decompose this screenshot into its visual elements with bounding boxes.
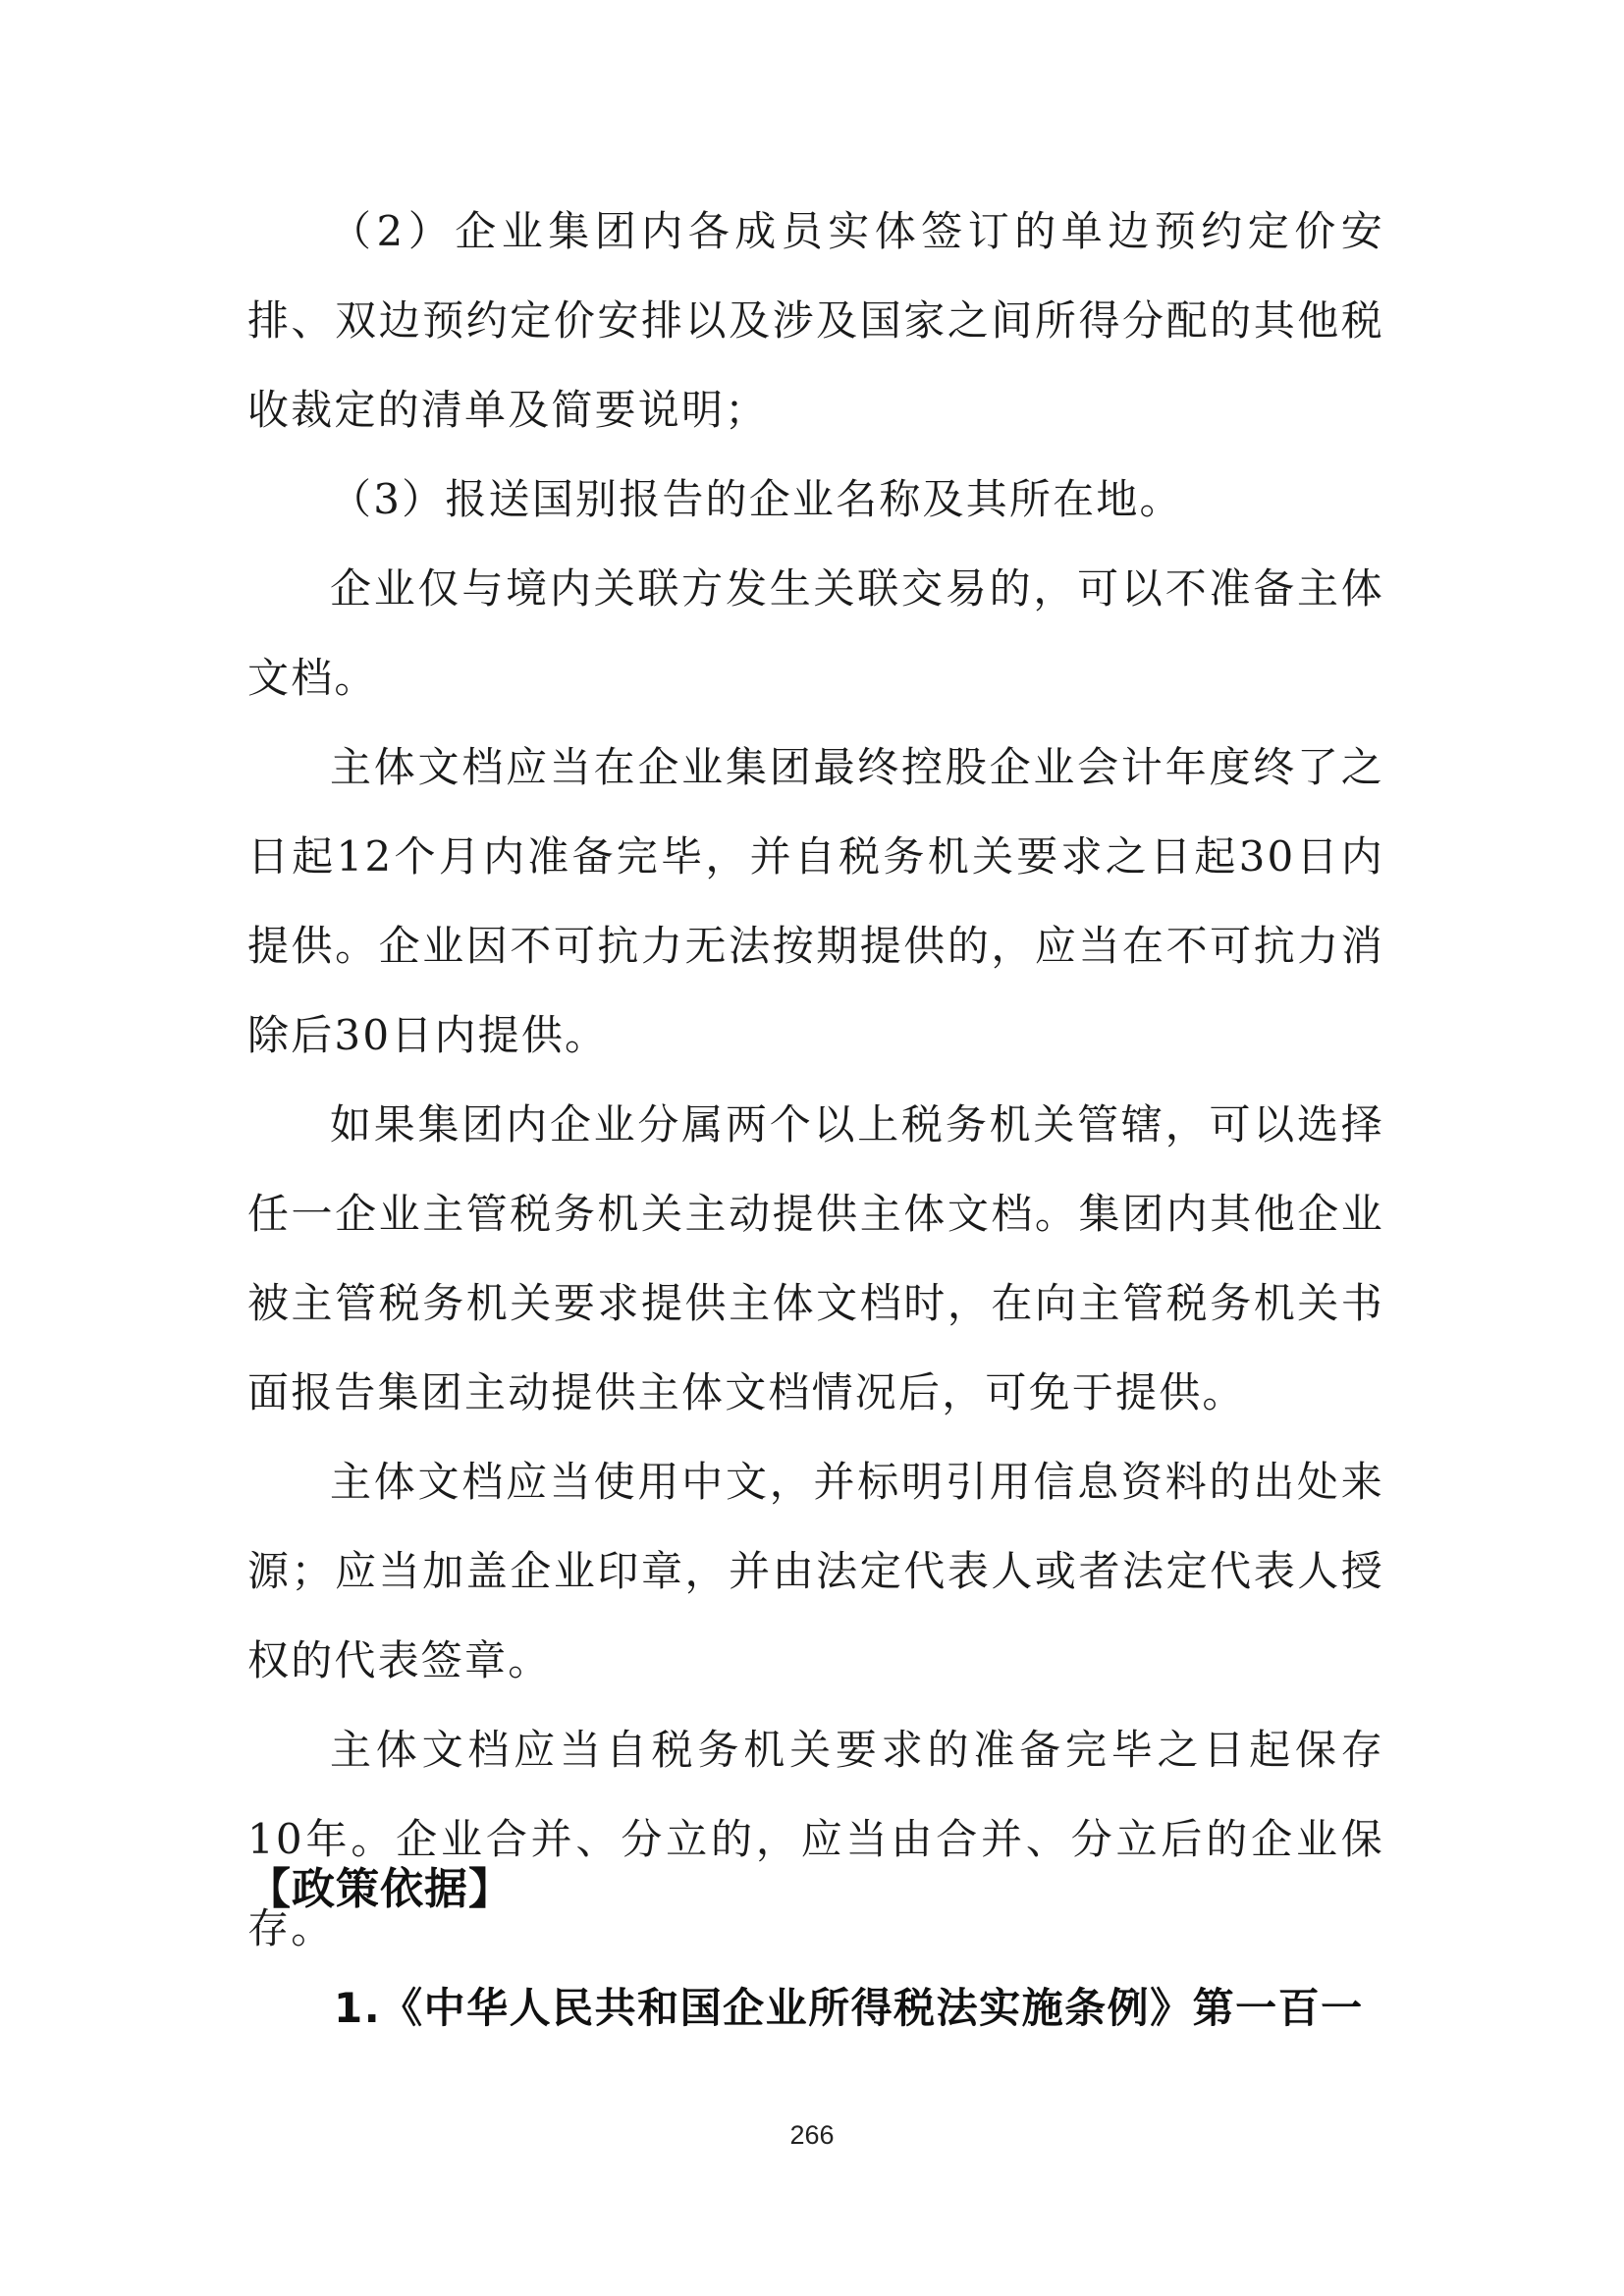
page-number: 266: [789, 2120, 835, 2150]
paragraph-domestic-exemption: 企业仅与境内关联方发生关联交易的，可以不准备主体文档。: [247, 564, 1384, 702]
paragraph-language-and-seal: 主体文档应当使用中文，并标明引用信息资料的出处来源；应当加盖企业印章，并由法定代表人或者法定代表人授权的代表签章。: [247, 1458, 1384, 1684]
body-text: [247, 187, 1384, 1973]
paragraph-3-country-report-entity: （3）报送国别报告的企业名称及其所在地。: [330, 475, 1183, 523]
reference-list-item: 1.《中华人民共和国企业所得税法实施条例》第一百一: [334, 1984, 1364, 2032]
policy-basis-heading: 【政策依据】: [247, 1864, 513, 1914]
paragraph-multiple-tax-authorities: 如果集团内企业分属两个以上税务机关管辖，可以选择任一企业主管税务机关主动提供主体文档。集团内其他企业被主管税务机关要求提供主体文档时，在向主管税务机关书面报告集团主动提供主体文档情况后，可免于提供。: [247, 1100, 1384, 1416]
paragraph-retention-period: 主体文档应当自税务机关要求的准备完毕之日起保存10年。企业合并、分立的，应当由合并、分立后的企业保存。: [247, 1726, 1384, 1952]
paragraph-2-bilateral-apa-list: （2）企业集团内各成员实体签订的单边预约定价安排、双边预约定价安排以及涉及国家之间所得分配的其他税收裁定的清单及简要说明；: [247, 207, 1384, 434]
paragraph-preparation-deadline: 主体文档应当在企业集团最终控股企业会计年度终了之日起12个月内准备完毕，并自税务机关要求之日起30日内提供。企业因不可抗力无法按期提供的，应当在不可抗力消除后30日内提供。: [247, 743, 1384, 1059]
